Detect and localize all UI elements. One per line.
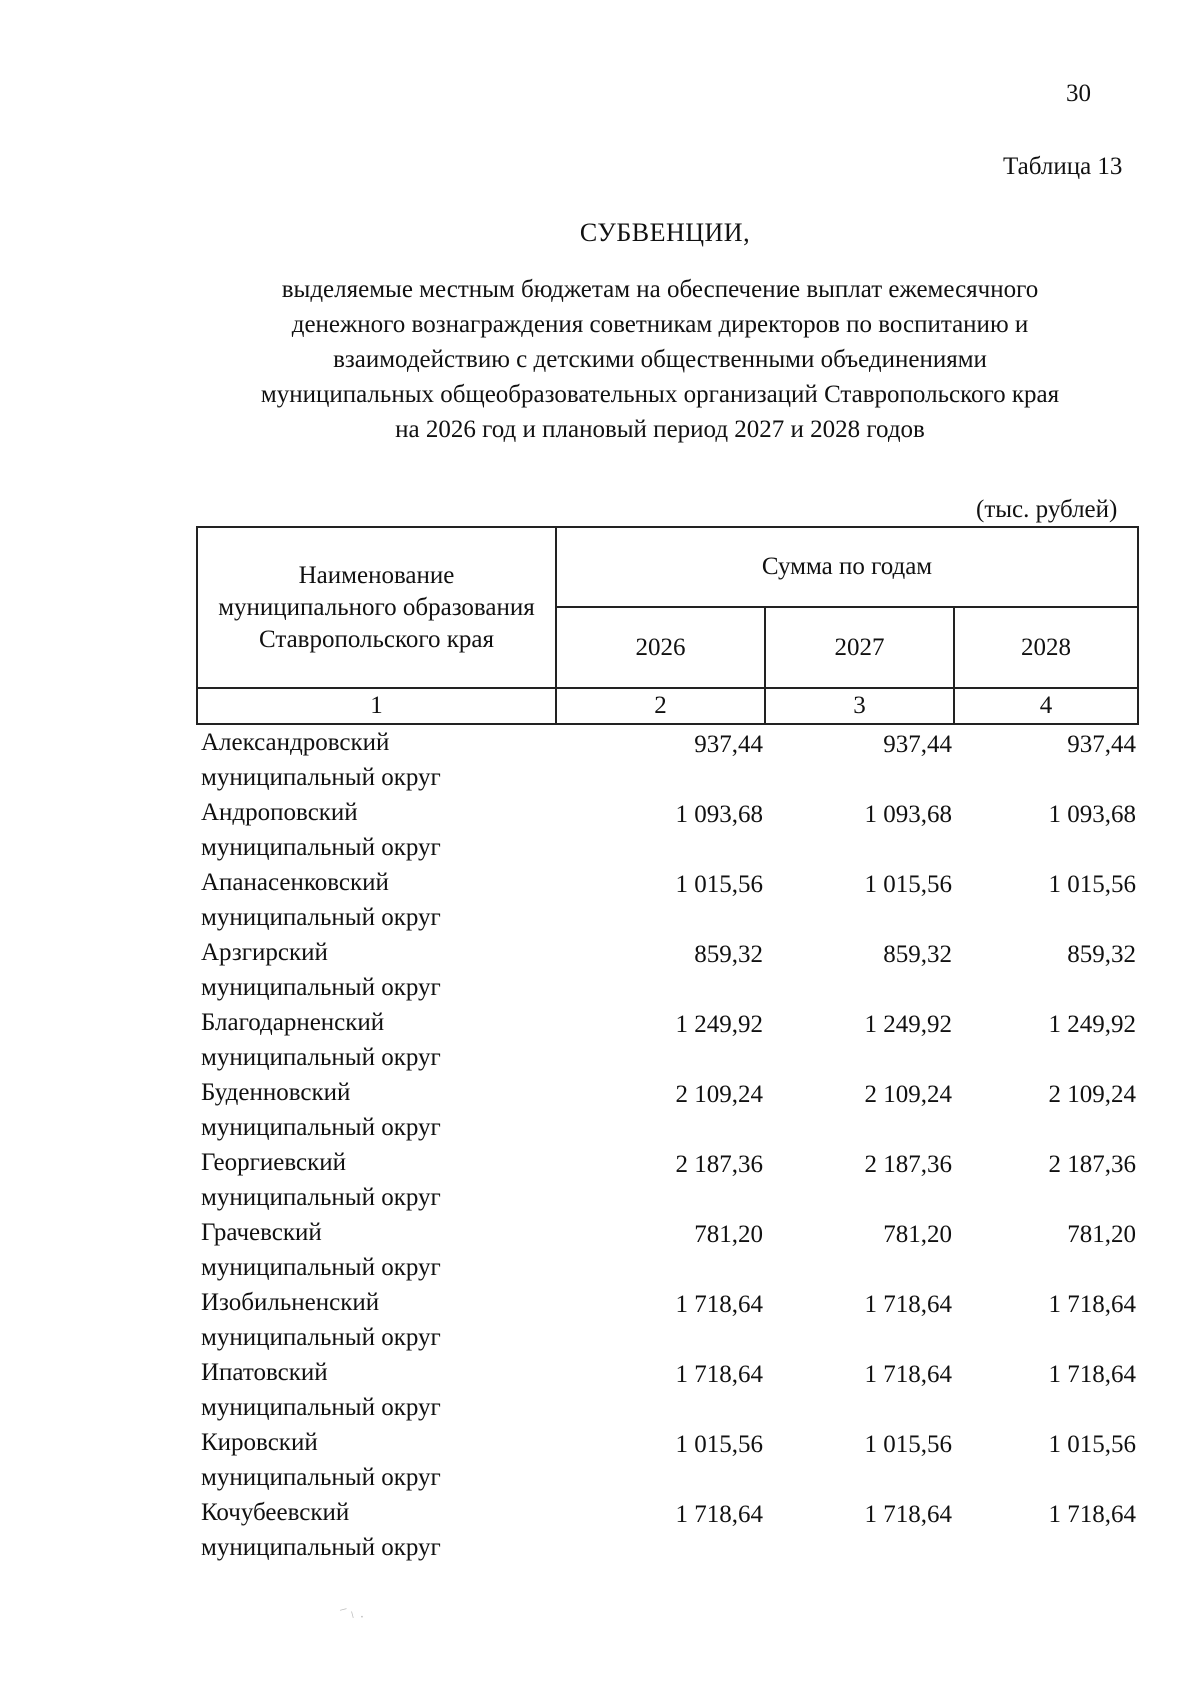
amount-2027: 859,32: [883, 941, 952, 968]
table-row: [197, 935, 1138, 1005]
amount-2027: 1 015,56: [864, 871, 952, 898]
amount-2027: 937,44: [883, 731, 952, 758]
header-year-2028: 2028: [954, 607, 1138, 688]
header-year-2026: 2026: [556, 607, 765, 688]
district-type: муниципальный округ: [201, 1044, 441, 1071]
district-name-cell: [197, 724, 556, 795]
header-column-number: 3: [765, 688, 954, 724]
table-row: [197, 1145, 1138, 1215]
district-name: Кировский: [201, 1429, 318, 1456]
district-name-cell: [197, 1075, 556, 1145]
district-name: Александровский: [201, 729, 390, 756]
amount-2028: 1 249,92: [1048, 1011, 1137, 1038]
district-type: муниципальный округ: [201, 1464, 441, 1491]
district-name: Грачевский: [201, 1219, 322, 1246]
units-label: (тыс. рублей): [976, 496, 1118, 523]
table-row: [197, 724, 1138, 795]
amount-2027: 2 109,24: [864, 1081, 952, 1108]
amount-2027: 2 187,36: [864, 1151, 952, 1178]
amount-2027: 1 093,68: [864, 801, 952, 828]
amount-2026: 2 109,24: [675, 1081, 763, 1108]
subventions-table-wrap: [196, 526, 1137, 1565]
district-name: Ипатовский: [201, 1359, 328, 1386]
table-row: [197, 1215, 1138, 1285]
amount-2026: 1 015,56: [675, 1431, 763, 1458]
table-row: [197, 1285, 1138, 1355]
table-row: [197, 1495, 1138, 1565]
amount-2026: 1 093,68: [675, 801, 763, 828]
amount-2028: 1 718,64: [1048, 1361, 1137, 1388]
district-type: муниципальный округ: [201, 1324, 441, 1351]
document-title: СУБВЕНЦИИ,: [579, 218, 751, 247]
amount-2026: 1 718,64: [675, 1291, 763, 1318]
table-body: [197, 724, 1138, 1565]
district-type: муниципальный округ: [201, 1394, 441, 1421]
district-type: муниципальный округ: [201, 1184, 441, 1211]
district-name-cell: [197, 1215, 556, 1285]
header-sum-by-years: Сумма по годам: [556, 527, 1138, 607]
table-row: [197, 1005, 1138, 1075]
amount-2026: 781,20: [694, 1221, 763, 1248]
header-column-number: 4: [954, 688, 1138, 724]
table-header: [197, 527, 1138, 724]
subtitle-line: на 2026 год и плановый период 2027 и 2028 годов: [395, 416, 925, 443]
district-name-cell: [197, 1425, 556, 1495]
district-type: муниципальный округ: [201, 764, 441, 791]
district-type: муниципальный округ: [201, 904, 441, 931]
table-row: [197, 1355, 1138, 1425]
table-row: [197, 1425, 1138, 1495]
district-name: Георгиевский: [201, 1149, 347, 1176]
district-name: Андроповский: [201, 799, 358, 826]
amount-2026: 1 718,64: [675, 1361, 763, 1388]
district-name-cell: [197, 935, 556, 1005]
amount-2027: 781,20: [883, 1221, 952, 1248]
district-type: муниципальный округ: [201, 1254, 441, 1281]
subtitle-line: денежного вознаграждения советникам директоров по воспитанию и: [291, 311, 1029, 338]
amount-2027: 1 015,56: [864, 1431, 952, 1458]
subtitle-line: муниципальных общеобразовательных организаций Ставропольского края: [260, 381, 1060, 408]
table-row: [197, 865, 1138, 935]
amount-2028: 2 109,24: [1048, 1081, 1137, 1108]
amount-2028: 1 015,56: [1048, 871, 1137, 898]
district-name: Благодарненский: [201, 1009, 385, 1036]
amount-2028: 1 718,64: [1048, 1291, 1137, 1318]
district-name-cell: [197, 1145, 556, 1215]
document-subtitle: [180, 272, 1140, 447]
header-column-number: 2: [556, 688, 765, 724]
subventions-table: [196, 526, 1139, 1565]
district-name: Арзгирский: [201, 939, 328, 966]
amount-2028: 1 093,68: [1048, 801, 1137, 828]
amount-2026: 859,32: [694, 941, 763, 968]
subtitle-line: взаимодействию с детскими общественными объединениями: [333, 346, 987, 373]
amount-2027: 1 718,64: [864, 1361, 952, 1388]
scan-artifact-mark: ⸝ ⸜ ·: [337, 1599, 368, 1626]
district-type: муниципальный округ: [201, 1534, 441, 1561]
subtitle-line: выделяемые местным бюджетам на обеспечение выплат ежемесячного: [281, 276, 1039, 303]
table-row: [197, 795, 1138, 865]
district-name-cell: [197, 1495, 556, 1565]
amount-2027: 1 718,64: [864, 1291, 952, 1318]
district-name-cell: [197, 795, 556, 865]
district-type: муниципальный округ: [201, 1114, 441, 1141]
amount-2028: 1 015,56: [1048, 1431, 1137, 1458]
district-name: Апанасенковский: [201, 869, 389, 896]
amount-2026: 1 718,64: [675, 1501, 763, 1528]
amount-2027: 1 718,64: [864, 1501, 952, 1528]
district-name-cell: [197, 1355, 556, 1425]
amount-2028: 937,44: [1067, 731, 1137, 758]
district-name: Изобильненский: [201, 1289, 380, 1316]
amount-2028: 859,32: [1067, 941, 1137, 968]
amount-2026: 937,44: [694, 731, 763, 758]
header-municipality-name: Наименование муниципального образования Ставропольского края: [197, 527, 556, 688]
district-name-cell: [197, 1285, 556, 1355]
amount-2028: 781,20: [1067, 1221, 1137, 1248]
header-column-number: 1: [197, 688, 556, 724]
amount-2028: 1 718,64: [1048, 1501, 1137, 1528]
district-name: Кочубеевский: [201, 1499, 350, 1526]
district-name-cell: [197, 1005, 556, 1075]
district-type: муниципальный округ: [201, 974, 441, 1001]
amount-2026: 2 187,36: [675, 1151, 763, 1178]
amount-2028: 2 187,36: [1048, 1151, 1137, 1178]
district-type: муниципальный округ: [201, 834, 441, 861]
amount-2026: 1 249,92: [675, 1011, 763, 1038]
district-name-cell: [197, 865, 556, 935]
header-year-2027: 2027: [765, 607, 954, 688]
district-name: Буденновский: [201, 1079, 351, 1106]
table-row: [197, 1075, 1138, 1145]
amount-2027: 1 249,92: [864, 1011, 952, 1038]
table-label: Таблица 13: [1003, 153, 1123, 180]
amount-2026: 1 015,56: [675, 871, 763, 898]
page-number: 30: [1066, 80, 1091, 107]
